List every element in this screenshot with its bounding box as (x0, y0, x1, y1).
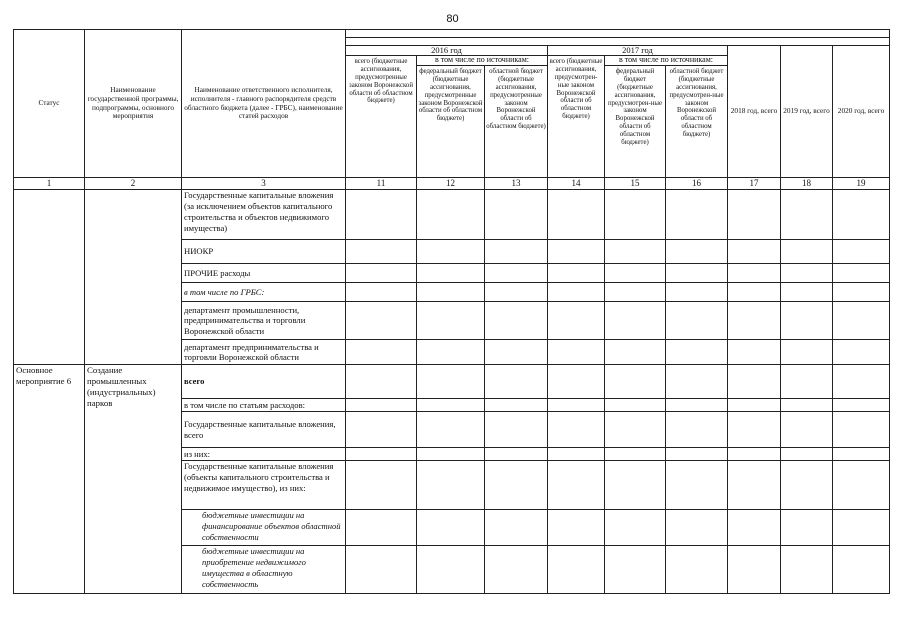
header-total-2017: всего (бюджетные ассигнования, предусмотрен-ные законом Воронежской области об областном бюджете) (548, 56, 605, 178)
row-label: НИОКР (182, 240, 346, 264)
row-label: Государственные капитальные вложения (объекты капитального строительства и недвижимое имущество), из них: (182, 461, 346, 510)
header-regional-2016: областной бюджет (бюджетные ассигнования, предусмотренные законом Воронежской области об областном бюджете) (485, 66, 548, 178)
column-number: 3 (182, 178, 346, 190)
column-number: 18 (781, 178, 833, 190)
column-number: 17 (728, 178, 781, 190)
header-total-2018: 2018 год, всего (728, 46, 781, 178)
status-cell-empty (14, 190, 85, 365)
header-total-2020: 2020 год, всего (833, 46, 890, 178)
header-total-2019: 2019 год, всего (781, 46, 833, 178)
column-number: 14 (548, 178, 605, 190)
header-regional-2017: областной бюджет (бюджетные ассигнования, предусмотрен-ные законом Воронежской области об областном бюджете) (666, 66, 728, 178)
row-label: всего (182, 365, 346, 399)
page-number: 80 (446, 13, 459, 25)
header-strip (346, 38, 890, 46)
header-status: Статус (14, 30, 85, 178)
column-number: 2 (85, 178, 182, 190)
program-cell-empty (85, 190, 182, 365)
header-total-2016: всего (бюджетные ассигнования, предусмотренные законом Воронежской области об областном бюджете) (346, 56, 417, 178)
header-federal-2017: федеральный бюджет (бюджетные ассигнования, предусмотрен-ные законом Воронежской области об областном бюджете) (605, 66, 666, 178)
column-number: 15 (605, 178, 666, 190)
row-label: из них: (182, 448, 346, 461)
header-year-2017: 2017 год (548, 46, 728, 56)
header-program-name: Наименование государственной программы, подпрограммы, основного мероприятия (85, 30, 182, 178)
row-label: бюджетные инвестиции на финансирование объектов областной собственности (182, 510, 346, 546)
header-by-sources-2016: в том числе по источникам: (417, 56, 548, 66)
event-name: Создание промышленных (индустриальных) парков (85, 365, 182, 594)
column-number: 12 (417, 178, 485, 190)
column-number: 11 (346, 178, 417, 190)
event-status: Основное мероприятие 6 (14, 365, 85, 594)
budget-table (13, 29, 890, 594)
header-year-2016: 2016 год (346, 46, 548, 56)
row-label: Государственные капитальные вложения, всего (182, 412, 346, 448)
column-number: 1 (14, 178, 85, 190)
row-label: в том числе по ГРБС: (182, 283, 346, 302)
header-federal-2016: федеральный бюджет (бюджетные ассигнования, предусмотренные законом Воронежской области об областном бюджете) (417, 66, 485, 178)
column-number: 19 (833, 178, 890, 190)
row-label: департамент промышленности, предпринимательства и торговли Воронежской области (182, 302, 346, 340)
column-number: 13 (485, 178, 548, 190)
header-strip (346, 30, 890, 38)
row-label: Государственные капитальные вложения (за исключением объектов капитального строительства и объектов недвижимого имущества) (182, 190, 346, 240)
row-label: департамент предпринимательства и торговли Воронежской области (182, 340, 346, 365)
row-label: в том числе по статьям расходов: (182, 399, 346, 412)
row-label: бюджетные инвестиции на приобретение недвижимого имущества в областную собственность (182, 546, 346, 594)
column-number: 16 (666, 178, 728, 190)
row-label: ПРОЧИЕ расходы (182, 264, 346, 283)
header-executor-name: Наименование ответственного исполнителя, исполнителя - главного распорядителя средств областного бюджета (далее - ГРБС), наименование статей расходов (182, 30, 346, 178)
header-by-sources-2017: в том числе по источникам: (605, 56, 728, 66)
